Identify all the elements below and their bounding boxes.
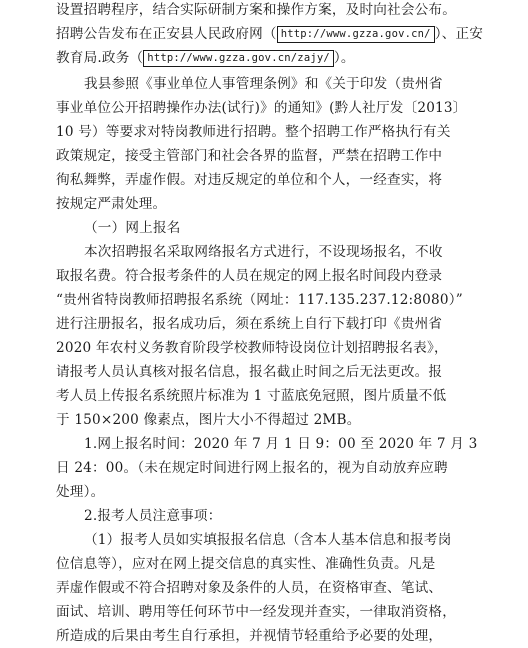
paragraph-line: 弄虚作假或不符合招聘对象及条件的人员，在资格审查、笔试、 bbox=[56, 580, 443, 596]
paragraph-line: “贵州省特岗教师招聘报名系统（网址：117.135.237.12:8080）” bbox=[56, 292, 463, 308]
text-span: 招聘公告发布在正安县人民政府网（ bbox=[56, 26, 277, 42]
education-bureau-link[interactable]: http://www.gzza.gov.cn/zajy/ bbox=[143, 50, 334, 67]
paragraph-line: （1）报考人员如实填报报名信息（含本人基本信息和报考岗 bbox=[84, 532, 452, 548]
paragraph-line: 请报考人员认真核对报名信息，报名截止时间之后无法更改。报 bbox=[56, 364, 443, 380]
paragraph-line: 2020 年农村义务教育阶段学校教师特设岗位计划招聘报名表》， bbox=[56, 340, 448, 356]
paragraph-line: 10 号）等要求对特岗教师进行招聘。整个招聘工作严格执行有关 bbox=[56, 124, 451, 140]
paragraph-line: 考人员上传报名系统照片标准为 1 寸蓝底免冠照，图片质量不低 bbox=[56, 388, 447, 404]
paragraph-line: 事业单位公开招聘操作办法(试行)》的通知》(黔人社厅发〔2013〕 bbox=[56, 100, 467, 116]
paragraph-line: 1.网上报名时间：2020 年 7 月 1 日 9：00 至 2020 年 7 月 3 bbox=[84, 436, 478, 452]
paragraph-line: 按规定严肃处理。 bbox=[56, 196, 167, 212]
paragraph-line: 徇私舞弊，弄虚作假。对违反规定的单位和个人，一经查实，将 bbox=[56, 172, 443, 188]
paragraph-line: 于 150×200 像素点，图片大小不得超过 2MB。 bbox=[56, 412, 361, 428]
paragraph-line bbox=[56, 0, 492, 22]
paragraph-line: 日 24：00。（未在规定时间进行网上报名的，视为自动放弃应聘 bbox=[56, 460, 448, 476]
paragraph-line: 2.报考人员注意事项： bbox=[84, 508, 222, 524]
paragraph-line: 取报名费。符合报考条件的人员在规定的网上报名时间段内登录 bbox=[56, 268, 443, 284]
government-website-link[interactable]: http://www.gzza.gov.cn/ bbox=[277, 26, 435, 43]
text-span: ）。 bbox=[333, 50, 355, 66]
paragraph-line: 本次招聘报名采取网络报名方式进行，不设现场报名，不收 bbox=[84, 244, 443, 260]
paragraph-line bbox=[56, 22, 492, 46]
text-span: 教育局.政务（ bbox=[56, 50, 144, 66]
paragraph-line: 位信息等），应对在网上提交信息的真实性、准确性负责。凡是 bbox=[56, 556, 436, 572]
paragraph-line: 所造成的后果由考生自行承担，并视情节轻重给予必要的处理， bbox=[56, 628, 443, 644]
paragraph-line: 我县参照《事业单位人事管理条例》和《关于印发（贵州省 bbox=[84, 76, 443, 92]
paragraph-line: 处理）。 bbox=[56, 484, 105, 500]
text-span: ）、正安 bbox=[434, 26, 484, 42]
text-span: 设置招聘程序，结合实际研制方案和操作方案，及时向社会公布。 bbox=[56, 2, 457, 18]
paragraph-line bbox=[56, 46, 492, 70]
paragraph-line: 进行注册报名，报名成功后，须在系统上自行下载打印《贵州省 bbox=[56, 316, 443, 332]
section-heading: （一）网上报名 bbox=[84, 220, 181, 236]
paragraph-line: 面试、培训、聘用等任何环节中一经发现并查实，一律取消资格， bbox=[56, 604, 457, 620]
paragraph-line: 政策规定，接受主管部门和社会各界的监督，严禁在招聘工作中 bbox=[56, 148, 443, 164]
